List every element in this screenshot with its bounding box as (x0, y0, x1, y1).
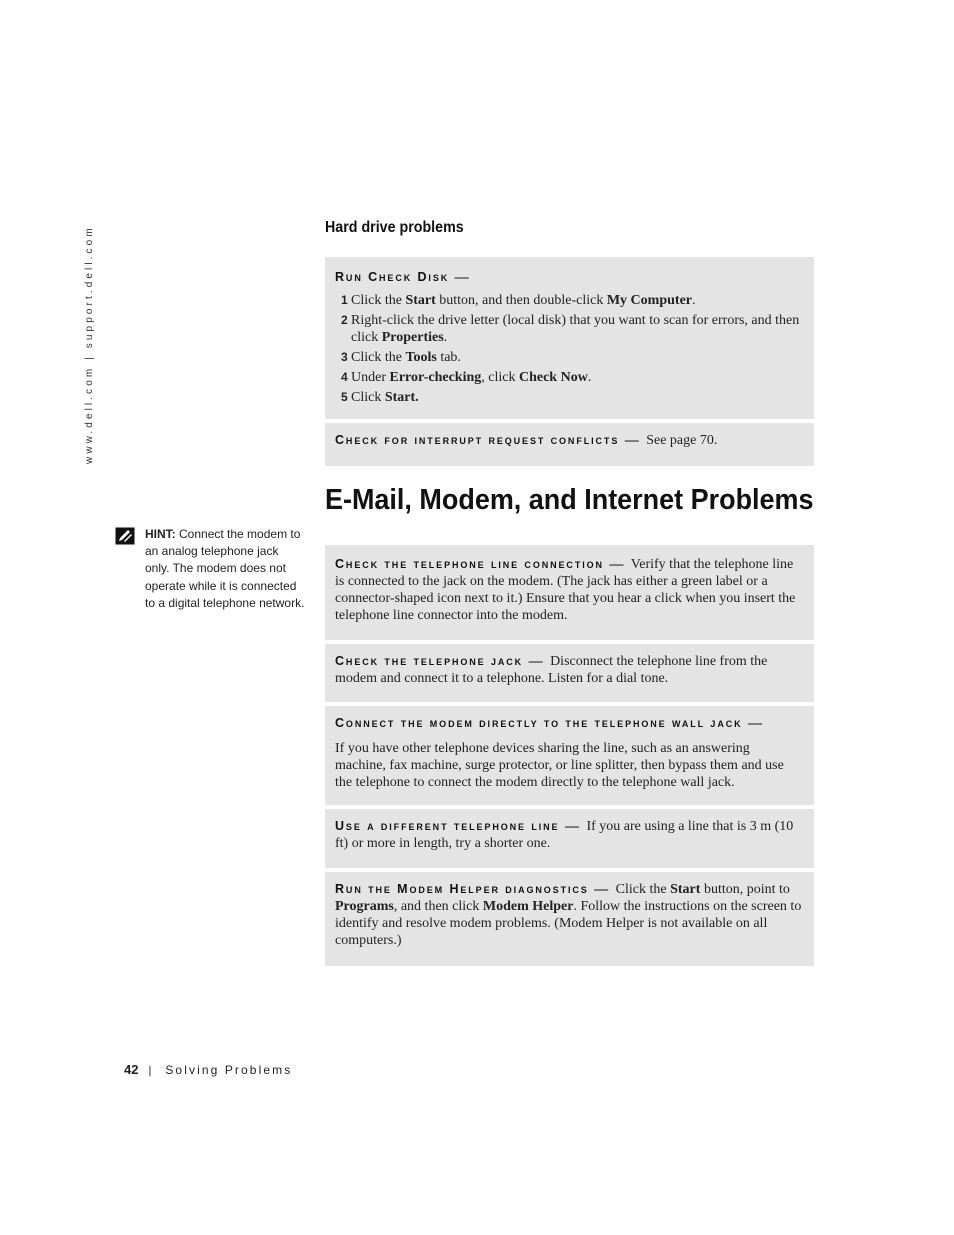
irq-title: Check for interrupt request conflicts (335, 433, 620, 447)
page-number: 42 (124, 1062, 139, 1077)
hint-pencil-icon (115, 527, 135, 545)
check-disk-box (325, 257, 814, 419)
step-4: 4 Under Error-checking, click Check Now. (341, 370, 592, 385)
hint-label: HINT: (145, 527, 176, 541)
side-url: www.dell.com | support.dell.com (84, 225, 95, 464)
hard-drive-heading: Hard drive problems (325, 219, 464, 236)
modem-helper-title: Run the Modem Helper diagnostics (335, 882, 589, 896)
step-3: 3 Click the Tools tab. (341, 350, 461, 365)
telephone-jack-title: Check the telephone jack (335, 654, 524, 668)
wall-jack-box: Connect the modem directly to the telephone wall jack — If you have other telephone devices sharing the line, such as an answering machine, fax machine, surge protector, or line splitter, then bypass them and use the telephone to connect the modem directly to the telephone wall jack. (325, 706, 814, 805)
hint-text: Connect the modem to an analog telephone jack only. The modem does not operate while it is connected to a digital telephone network. (145, 527, 305, 610)
different-line-title: Use a different telephone line (335, 819, 560, 833)
page-footer (124, 1062, 292, 1077)
different-line-box: Use a different telephone line — If you are using a line that is 3 m (10 ft) or more in length, try a shorter one. (325, 809, 814, 868)
different-line-text: If you are using a line that is 3 m (10 ft) or more in length, try a shorter one. (335, 819, 794, 851)
wall-jack-title: Connect the modem directly to the telephone wall jack (335, 716, 743, 730)
line-connection-box: Check the telephone line connection — Verify that the telephone line is connected to the jack on the modem. (The jack has either a green label or a connector-shaped icon next to it.) Ensure that you hear a click when you insert the telephone line connector into the modem. (325, 545, 814, 640)
page-title: E-Mail, Modem, and Internet Problems (325, 484, 814, 516)
step-2: 2 Right-click the drive letter (local disk) that you want to scan for errors, and then click Properties. (341, 313, 800, 345)
hint-note (115, 526, 305, 612)
check-disk-dash: — (454, 270, 469, 285)
wall-jack-text: If you have other telephone devices sharing the line, such as an answering machine, fax machine, surge protector, or line splitter, then bypass them and use the telephone to connect the modem directly to the telephone wall jack. (335, 741, 784, 790)
telephone-jack-box: Check the telephone jack — Disconnect the telephone line from the modem and connect it to a telephone. Listen for a dial tone. (325, 644, 814, 702)
telephone-jack-text: Disconnect the telephone line from the modem and connect it to a telephone. Listen for a dial tone. (335, 654, 768, 686)
footer-separator: | (148, 1065, 152, 1077)
footer-section: Solving Problems (165, 1063, 293, 1077)
modem-helper-box: Run the Modem Helper diagnostics — Click the Start button, point to Programs, and then click Modem Helper. Follow the instructions on the screen to identify and resolve modem problems. (Modem Helper is not available on all computers.) (325, 872, 814, 966)
step-5: 5 Click Start. (341, 390, 419, 405)
step-1: 1 Click the Start button, and then double-click My Computer. (341, 293, 696, 308)
line-connection-text: Verify that the telephone line is connected to the jack on the modem. (The jack has either a green label or a connector-shaped icon next to it.) Ensure that you hear a click when you insert the telephone line connector into the modem. (335, 557, 796, 623)
check-disk-title: Run Check Disk (335, 270, 450, 284)
irq-text: See page 70. (646, 433, 718, 448)
check-disk-steps (335, 292, 804, 406)
line-connection-title: Check the telephone line connection (335, 557, 604, 571)
irq-box: Check for interrupt request conflicts — See page 70. (325, 423, 814, 466)
